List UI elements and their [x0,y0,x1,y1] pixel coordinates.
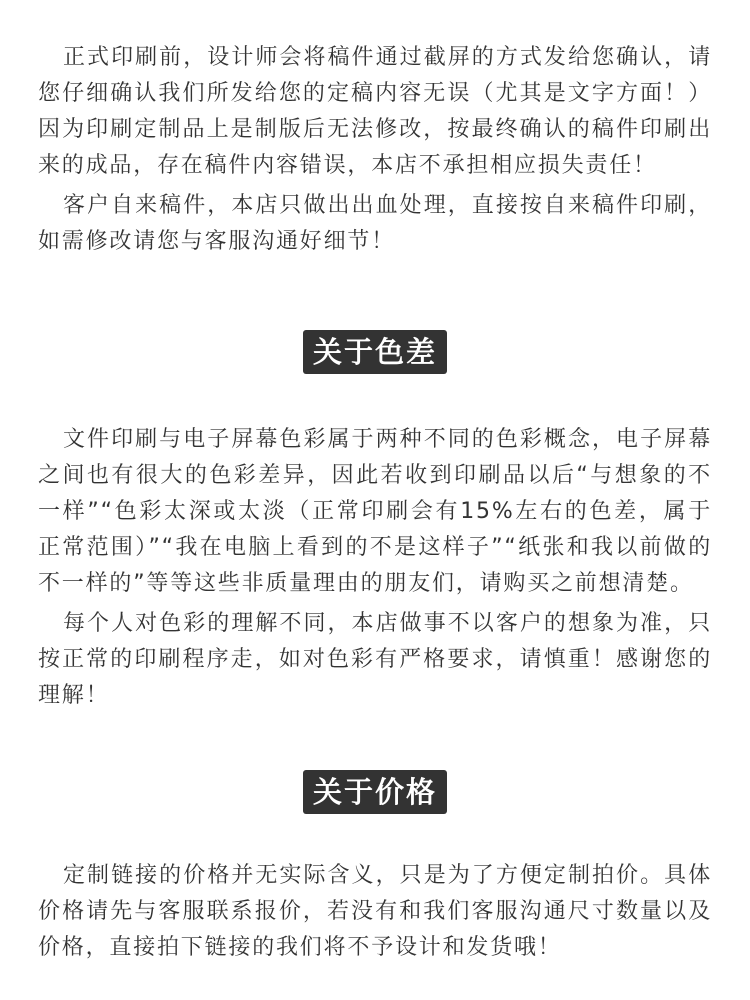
price-heading-wrap [0,770,750,814]
price-paragraph: 定制链接的价格并无实际含义，只是为了方便定制拍价。具体价格请先与客服联系报价，若没有和我们客服沟通尺寸数量以及价格，直接拍下链接的我们将不予设计和发货哦！ [38,863,712,960]
color-difference-heading-wrap [0,330,750,374]
price-heading: 关于价格 [303,770,447,814]
color-difference-heading: 关于色差 [303,330,447,374]
proof-confirmation-paragraph: 正式印刷前，设计师会将稿件通过截屏的方式发给您确认，请您仔细确认我们所发给您的定稿内容无误（尤其是文字方面！）因为印刷定制品上是制版后无法修改，按最终确认的稿件印刷出来的成品，存在稿件内容错误，本店不承担相应损失责任！ [38,45,712,178]
customer-artwork-paragraph: 客户自来稿件，本店只做出出血处理，直接按自来稿件印刷，如需修改请您与客服沟通好细节！ [38,193,712,254]
color-understanding-paragraph: 每个人对色彩的理解不同，本店做事不以客户的想象为准，只按正常的印刷程序走，如对色彩有严格要求，请慎重！感谢您的理解！ [38,611,712,708]
color-difference-paragraph: 文件印刷与电子屏幕色彩属于两种不同的色彩概念，电子屏幕之间也有很大的色彩差异，因此若收到印刷品以后“与想象的不一样”“色彩太深或太淡（正常印刷会有15%左右的色差，属于正常范围）”“我在电脑上看到的不是这样子”“纸张和我以前做的不一样的”等等这些非质量理由的朋友们，请购买之前想清楚。 [38,427,712,596]
